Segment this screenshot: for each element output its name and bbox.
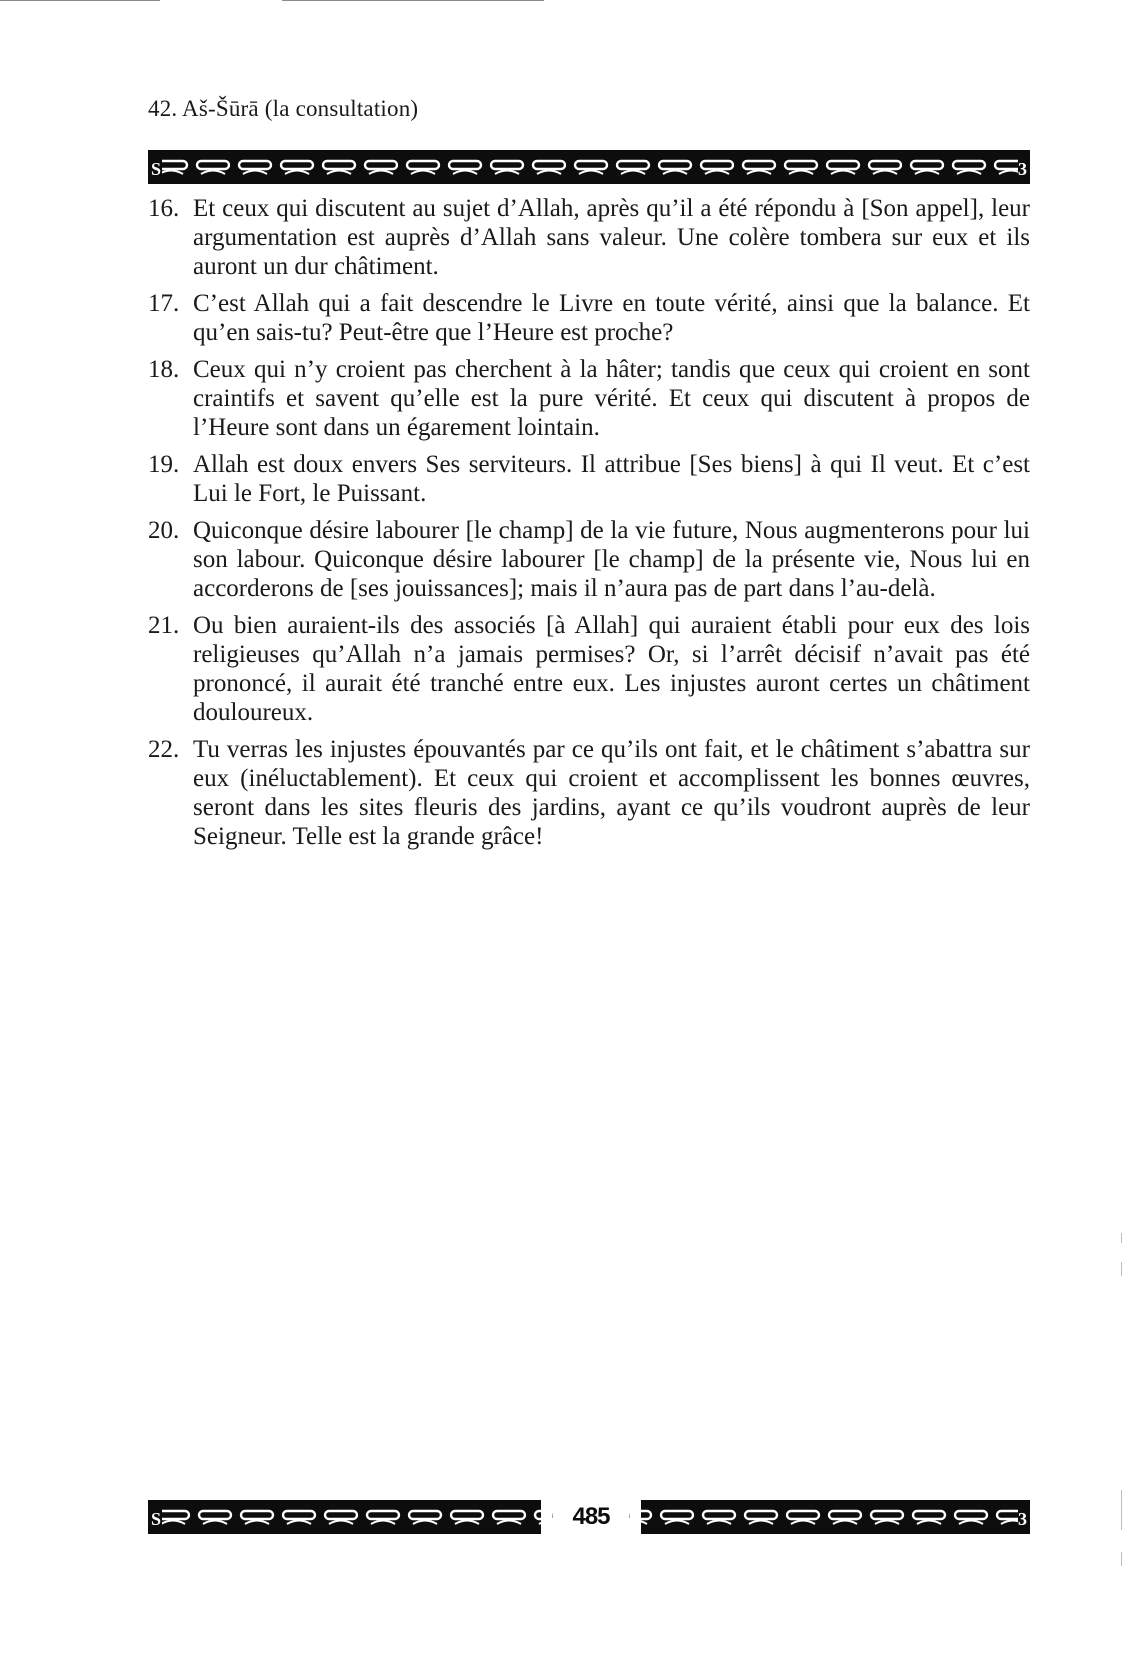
verse-text: Quiconque désire labourer [le champ] de la vie future, Nous augmenterons pour lui son labour. Quiconque désire labourer [le champ] de la présente vie, Nous lui en accorderons de [ses jouissances]; mais il n’aura pas de part dans l’au-delà.	[193, 517, 1030, 602]
verse-text: Ceux qui n’y croient pas cherchent à la hâter; tandis que ceux qui croient en sont craintifs et savent qu’elle est la pure vérité. Et ceux qui discutent à propos de l’Heure sont dans un égarement lointain.	[193, 356, 1030, 441]
verse-21	[148, 611, 1030, 727]
running-head: 42. Aš-Šūrā (la consultation)	[148, 96, 419, 121]
verse-number: 19.	[148, 451, 180, 478]
top-ornamental-band	[148, 150, 1030, 184]
verse-list	[148, 194, 1030, 859]
verse-number: 18.	[148, 356, 180, 383]
svg-text:S: S	[151, 159, 162, 179]
scan-speck	[1121, 1233, 1122, 1243]
svg-text:3: 3	[1018, 1509, 1027, 1529]
verse-text: Allah est doux envers Ses serviteurs. Il attribue [Ses biens] à qui Il veut. Et c’est Lui le Fort, le Puissant.	[193, 451, 1030, 507]
verse-number: 21.	[148, 612, 180, 639]
verse-number: 20.	[148, 517, 180, 544]
verse-number: 22.	[148, 736, 180, 763]
verse-text: C’est Allah qui a fait descendre le Livre en toute vérité, ainsi que la balance. Et qu’en sais-tu? Peut-être que l’Heure est proche?	[193, 290, 1030, 346]
verse-19	[148, 450, 1030, 508]
verse-22	[148, 735, 1030, 851]
top-band-pattern	[148, 150, 1030, 184]
verse-text: Tu verras les injustes épouvantés par ce qu’ils ont fait, et le châtiment s’abattra sur eux (inéluctablement). Et ceux qui croient et accomplissent les bonnes œuvres, seront dans les sites fleuris des jardins, ayant ce qu’ils voudront auprès de leur Seigneur. Telle est la grande grâce!	[193, 736, 1030, 850]
page-number: 485	[572, 1503, 610, 1530]
scan-speck	[1121, 1490, 1122, 1530]
verse-16	[148, 194, 1030, 281]
verse-18	[148, 355, 1030, 442]
top-scan-rule-right	[282, 0, 544, 1]
verse-20	[148, 516, 1030, 603]
verse-17	[148, 289, 1030, 347]
scan-speck	[1121, 1262, 1122, 1276]
verse-text: Et ceux qui discutent au sujet d’Allah, après qu’il a été répondu à [Son appel], leur argumentation est auprès d’Allah sans valeur. Une colère tombera sur eux et ils auront un dur châtiment.	[193, 195, 1030, 280]
scan-speck	[1121, 1552, 1122, 1566]
verse-number: 17.	[148, 290, 180, 317]
svg-text:S: S	[151, 1509, 162, 1529]
svg-text:3: 3	[1018, 159, 1027, 179]
verse-number: 16.	[148, 195, 180, 222]
top-scan-rule-left	[0, 0, 160, 1]
verse-text: Ou bien auraient-ils des associés [à Allah] qui auraient établi pour eux des lois religieuses qu’Allah n’a jamais permises? Or, si l’arrêt décisif n’avait pas été prononcé, il aurait été tranché entre eux. Les injustes auront certes un châtiment douloureux.	[193, 612, 1030, 726]
